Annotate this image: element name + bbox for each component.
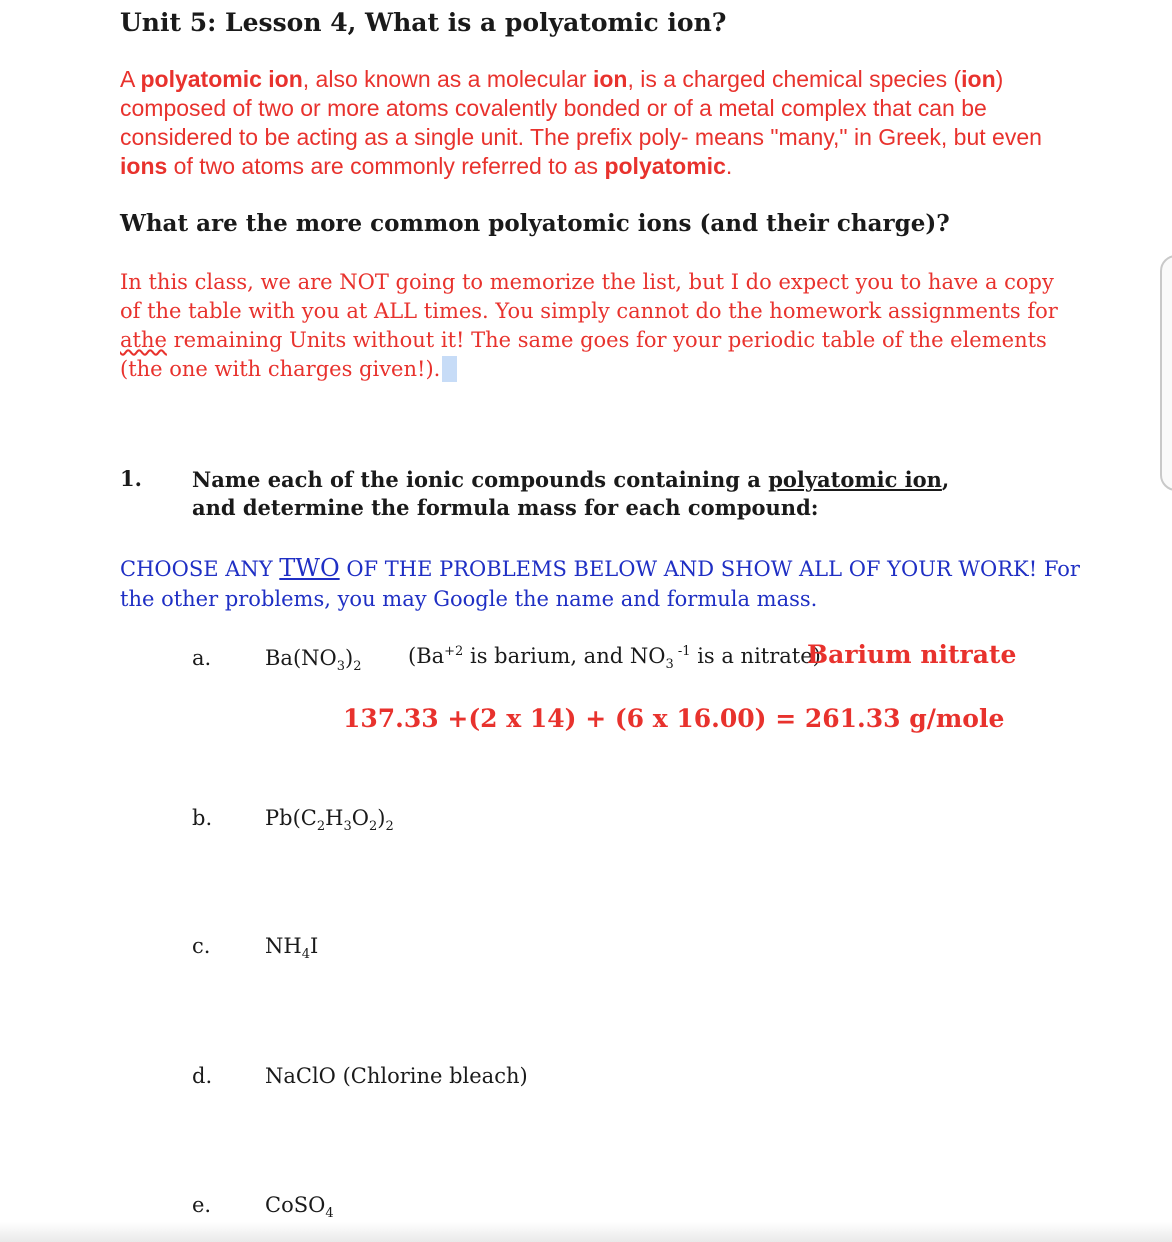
item-b-formula: $Pb(C_2H_3O_2)_2$: [265, 806, 394, 835]
problem-number: 1.: [120, 466, 142, 491]
page-bottom-shadow: [0, 1222, 1172, 1242]
item-a-answer: Barium nitrate: [807, 640, 1017, 669]
item-d-formula: NaClO (Chlorine bleach): [265, 1064, 528, 1088]
item-c-label: c.: [192, 934, 211, 958]
item-a-hint: ($Ba^{+2}$ is barium, and $NO_3$ $^{-1}$ is a nitrate): [408, 644, 821, 673]
item-e-formula: CoSO$_4$: [265, 1193, 334, 1222]
lesson-title: Unit 5: Lesson 4, What is a polyatomic ion?: [120, 8, 727, 37]
item-c-formula: $NH_4I$: [265, 934, 319, 963]
item-b-label: b.: [192, 806, 213, 830]
spelling-error-word[interactable]: athe: [120, 328, 167, 352]
side-panel-edge[interactable]: [1160, 255, 1172, 491]
item-a-formula: $Ba(NO_3)_2$: [265, 646, 362, 675]
item-a-label: a.: [192, 646, 212, 670]
problem-instructions: Name each of the ionic compounds containing a polyatomic ion, and determine the formula mass for each compound:: [192, 467, 950, 520]
two-emphasis: TWO: [279, 554, 340, 582]
polyatomic-ion-link[interactable]: polyatomic ion: [768, 467, 942, 492]
item-d-label: d.: [192, 1064, 213, 1088]
item-e-label: e.: [192, 1193, 212, 1217]
section-question: What are the more common polyatomic ions (and their charge)?: [120, 210, 950, 237]
intro-paragraph: A polyatomic ion, also known as a molecular ion, is a charged chemical species (ion) composed of two or more atoms covalently bonded or of a metal complex that can be considered to be acting as a single unit. The prefix poly- means "many," in Greek, but even ions of two atoms are commonly referred to as polyatomic.: [120, 66, 1042, 179]
item-a-calculation: 137.33 +(2 x 14) + (6 x 16.00) = 261.33 g/mole: [343, 704, 1005, 733]
class-note: In this class, we are NOT going to memorize the list, but I do expect you to have a copy of the table with you at ALL times. You simply cannot do the homework assignments for athe remaining Units without it! The same goes for your periodic table of the elements (the one with charges given!).: [120, 270, 1058, 381]
text-cursor-selection: [442, 356, 457, 382]
choose-instructions: CHOOSE ANY TWO OF THE PROBLEMS BELOW AND SHOW ALL OF YOUR WORK! For the other problems, you may Google the name and formula mass.: [120, 554, 1080, 611]
